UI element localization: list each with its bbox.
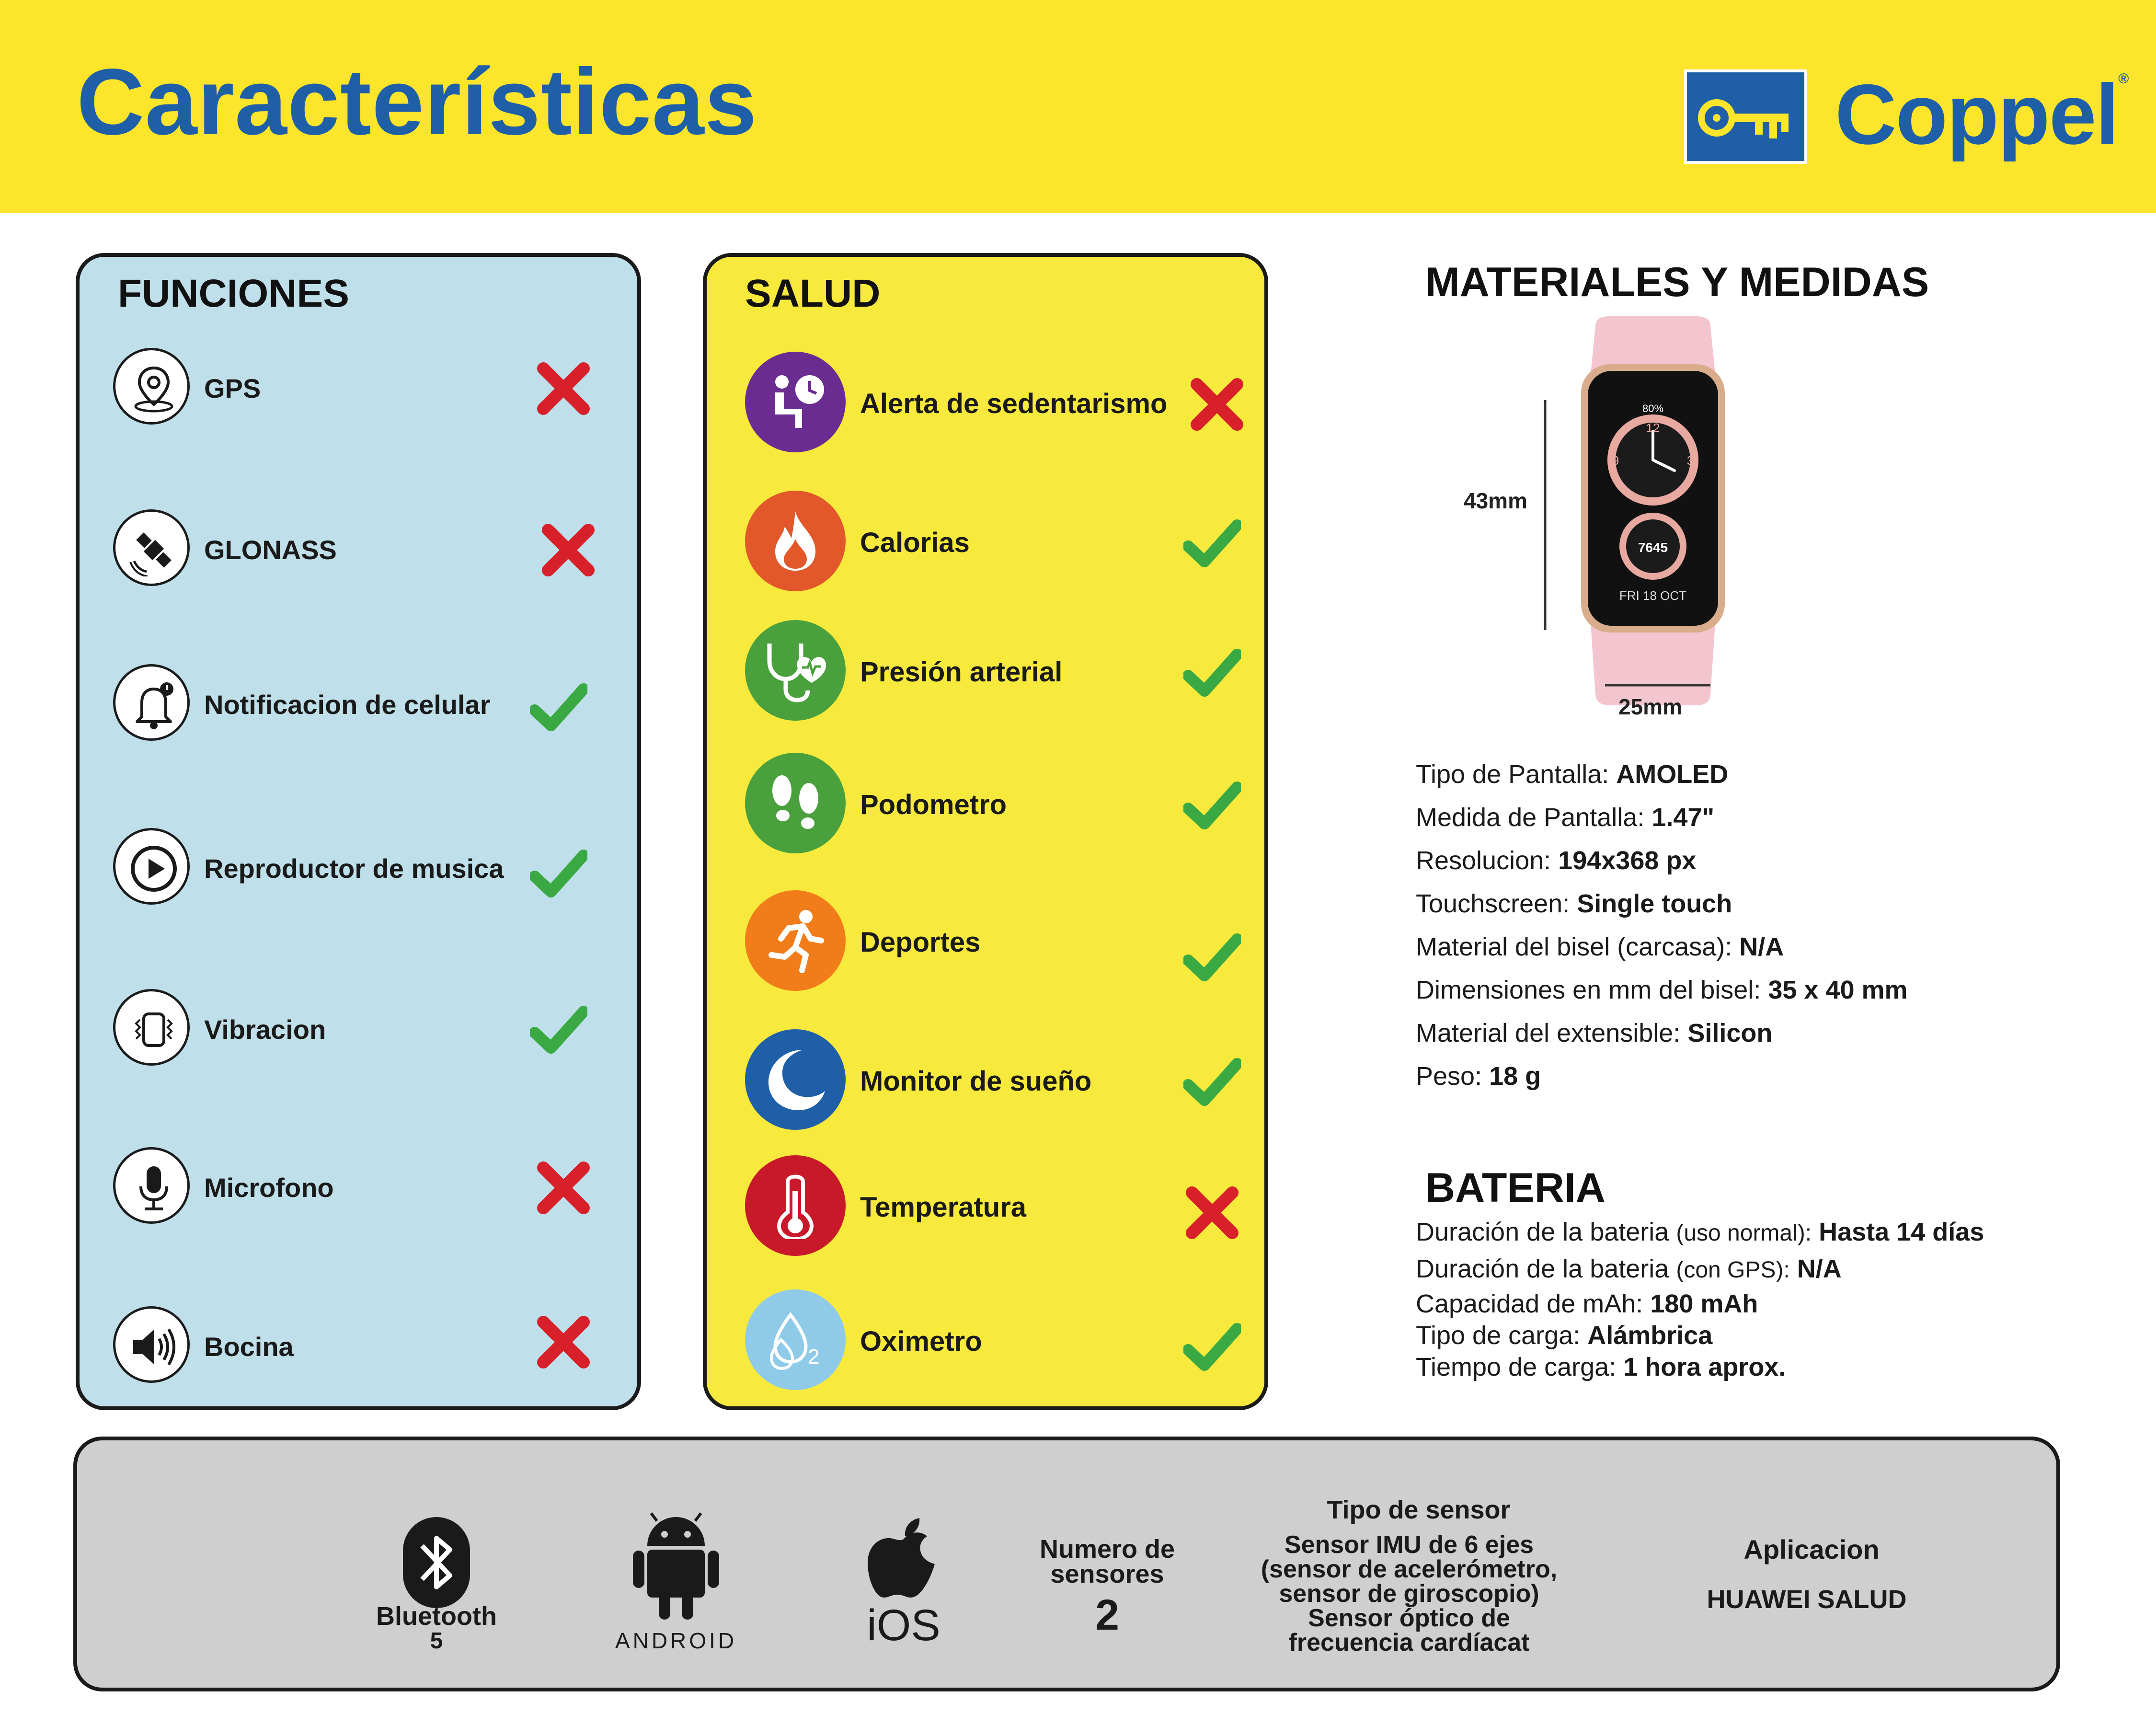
watch-dial-12: 12 — [1646, 421, 1660, 435]
sensors-label-1: Numero de — [1039, 1535, 1175, 1564]
spec-label: Dimensiones en mm del bisel: — [1416, 976, 1761, 1004]
function-label-glonass: GLONASS — [204, 535, 337, 565]
width-dimension-line — [1605, 680, 1710, 690]
function-label-vibracion: Vibracion — [204, 1014, 326, 1045]
funciones-panel — [76, 253, 641, 1410]
health-row-calorias — [745, 491, 1253, 601]
sensor-type-title: Tipo de sensor — [1327, 1495, 1511, 1524]
health-row-presion — [745, 620, 1253, 730]
cross-icon — [539, 521, 597, 579]
health-row-temperatura — [745, 1155, 1253, 1265]
sensor-type-line: frecuencia cardíacat — [1288, 1629, 1530, 1656]
spec-value: 35 x 40 mm — [1768, 976, 1908, 1004]
page-title: Características — [77, 49, 757, 154]
battery-spec-row — [1416, 1217, 1984, 1247]
battery-spec-label: Tipo de carga: — [1416, 1321, 1581, 1350]
cross-icon — [1188, 376, 1246, 433]
width-label: 25mm — [1618, 694, 1682, 719]
check-icon — [1183, 1053, 1241, 1111]
bluetooth-version: 5 — [430, 1628, 443, 1654]
bell-icon — [113, 664, 190, 741]
function-row-notificacion — [113, 664, 621, 750]
health-row-oximetro — [745, 1289, 1253, 1400]
function-label-gps: GPS — [204, 373, 261, 403]
health-label-presion: Presión arterial — [860, 656, 1063, 688]
spec-label: Resolucion: — [1416, 846, 1551, 875]
flame-icon — [745, 491, 846, 591]
android-label: ANDROID — [615, 1628, 737, 1653]
app-title: Aplicacion — [1743, 1534, 1880, 1564]
spec-label: Tipo de Pantalla: — [1416, 760, 1609, 789]
coppel-logo-box — [1684, 69, 1807, 164]
watch-steps: 7645 — [1638, 540, 1668, 555]
check-icon — [1183, 929, 1241, 986]
sedentary-alert-icon — [745, 352, 846, 452]
brand-name: Coppel — [1835, 67, 2119, 162]
spec-row — [1416, 803, 1714, 832]
spec-label: Material del bisel (carcasa): — [1416, 932, 1732, 961]
location-pin-icon — [113, 348, 190, 425]
battery-spec-label: Duración de la bateria — [1416, 1254, 1669, 1283]
vibration-icon — [113, 989, 190, 1066]
battery-spec-note: (uso normal): — [1676, 1220, 1812, 1246]
spec-value: Silicon — [1687, 1019, 1773, 1047]
funciones-title: FUNCIONES — [118, 272, 349, 315]
battery-spec-value: 180 mAh — [1650, 1289, 1758, 1318]
coppel-logo-text: Coppel® — [1835, 67, 2128, 162]
battery-spec-value: Hasta 14 días — [1819, 1218, 1984, 1246]
spec-label: Medida de Pantalla: — [1416, 803, 1645, 832]
function-row-microfono — [113, 1147, 621, 1233]
spec-row — [1416, 889, 1732, 919]
spec-row — [1416, 1018, 1772, 1048]
battery-spec-row — [1416, 1321, 1712, 1350]
spec-row — [1416, 975, 1908, 1005]
oxygen-drops-icon — [745, 1289, 846, 1390]
health-label-sueno: Monitor de sueño — [860, 1066, 1092, 1097]
svg-text:2: 2 — [808, 1345, 820, 1368]
bluetooth-icon — [403, 1517, 470, 1608]
cross-icon — [535, 1159, 592, 1217]
battery-spec-label: Tiempo de carga: — [1416, 1353, 1617, 1381]
function-row-glonass — [113, 509, 621, 596]
check-icon — [530, 678, 587, 736]
function-row-vibracion — [113, 989, 621, 1075]
battery-spec-row — [1416, 1254, 1842, 1284]
spec-row — [1416, 759, 1728, 789]
satellite-icon — [113, 509, 190, 586]
health-row-podometro — [745, 753, 1253, 863]
function-row-bocina — [113, 1306, 621, 1392]
spec-value: N/A — [1739, 932, 1784, 961]
spec-value: 1.47" — [1651, 803, 1715, 832]
android-icon — [628, 1512, 724, 1622]
spec-row — [1416, 932, 1784, 962]
health-label-podometro: Podometro — [860, 789, 1007, 820]
function-label-notificacion: Notificacion de celular — [204, 690, 491, 720]
spec-label: Peso: — [1416, 1062, 1482, 1091]
sensor-type-line: (sensor de acelerómetro, — [1261, 1555, 1558, 1583]
apple-icon — [868, 1517, 940, 1603]
speaker-icon — [113, 1306, 190, 1383]
spec-value: 18 g — [1489, 1062, 1541, 1091]
health-label-oximetro: Oximetro — [860, 1326, 982, 1357]
battery-spec-label: Capacidad de mAh: — [1416, 1289, 1643, 1318]
sensor-type-line: Sensor óptico de — [1308, 1604, 1510, 1632]
cross-icon — [535, 1313, 592, 1371]
battery-spec-row — [1416, 1289, 1758, 1319]
battery-spec-note: (con GPS): — [1676, 1257, 1790, 1283]
battery-spec-value: 1 hora aprox. — [1623, 1353, 1786, 1381]
health-row-sedentarismo — [745, 352, 1253, 462]
health-label-sedentarismo: Alerta de sedentarismo — [860, 388, 1168, 419]
smartwatch-image — [1528, 316, 1778, 709]
function-label-reproductor: Reproductor de musica — [204, 853, 504, 884]
spec-value: Single touch — [1577, 889, 1732, 918]
bateria-title: BATERIA — [1425, 1165, 1606, 1211]
health-row-deportes — [745, 890, 1253, 1000]
check-icon — [530, 845, 587, 902]
battery-spec-value: Alámbrica — [1587, 1321, 1713, 1350]
check-icon — [1183, 777, 1241, 834]
watch-date: FRI 18 OCT — [1619, 588, 1687, 603]
ios-label: iOS — [867, 1601, 940, 1650]
spec-label: Touchscreen: — [1416, 889, 1570, 918]
play-icon — [113, 828, 190, 905]
watch-battery: 80% — [1642, 402, 1664, 414]
sensor-type-line: Sensor IMU de 6 ejes — [1284, 1531, 1534, 1559]
health-label-calorias: Calorias — [860, 527, 970, 558]
spec-row — [1416, 846, 1696, 875]
check-icon — [1183, 515, 1241, 572]
bluetooth-label: Bluetooth — [376, 1602, 497, 1631]
salud-title: SALUD — [745, 272, 881, 315]
health-row-sueno — [745, 1029, 1253, 1139]
thermometer-icon — [745, 1155, 846, 1256]
running-icon — [745, 890, 846, 991]
stethoscope-heart-icon — [745, 620, 846, 721]
spec-label: Material del extensible: — [1416, 1019, 1681, 1047]
key-icon — [1697, 92, 1793, 144]
footprints-icon — [745, 753, 846, 853]
function-label-microfono: Microfono — [204, 1173, 334, 1203]
height-label: 43mm — [1464, 488, 1527, 513]
check-icon — [1183, 644, 1241, 702]
watch-dial-9: 9 — [1612, 453, 1619, 468]
spec-value: AMOLED — [1616, 760, 1729, 789]
spec-value: 194x368 px — [1558, 846, 1697, 875]
sensors-count: 2 — [1095, 1591, 1120, 1639]
moon-icon — [745, 1029, 846, 1130]
battery-spec-value: N/A — [1797, 1254, 1842, 1283]
cross-icon — [535, 360, 592, 417]
cross-icon — [1183, 1184, 1241, 1242]
sensor-type-line: sensor de giroscopio) — [1279, 1580, 1539, 1608]
microphone-icon — [113, 1147, 190, 1224]
health-label-deportes: Deportes — [860, 927, 981, 958]
height-dimension-line — [1540, 400, 1550, 630]
salud-panel — [703, 253, 1268, 1410]
header-banner — [0, 0, 2156, 213]
function-label-bocina: Bocina — [204, 1332, 294, 1362]
sensors-label-2: sensores — [1050, 1560, 1164, 1588]
health-label-temperatura: Temperatura — [860, 1192, 1027, 1223]
materiales-title: MATERIALES Y MEDIDAS — [1425, 259, 1929, 305]
function-row-gps — [113, 348, 621, 434]
battery-spec-row — [1416, 1352, 1786, 1382]
function-row-reproductor — [113, 828, 621, 914]
watch-dial-3: 3 — [1686, 453, 1694, 468]
app-name: HUAWEI SALUD — [1707, 1585, 1907, 1614]
check-icon — [1183, 1318, 1241, 1376]
check-icon — [530, 1001, 587, 1058]
spec-row — [1416, 1061, 1541, 1091]
compatibility-bar — [73, 1437, 2060, 1691]
battery-spec-label: Duración de la bateria — [1416, 1218, 1669, 1246]
